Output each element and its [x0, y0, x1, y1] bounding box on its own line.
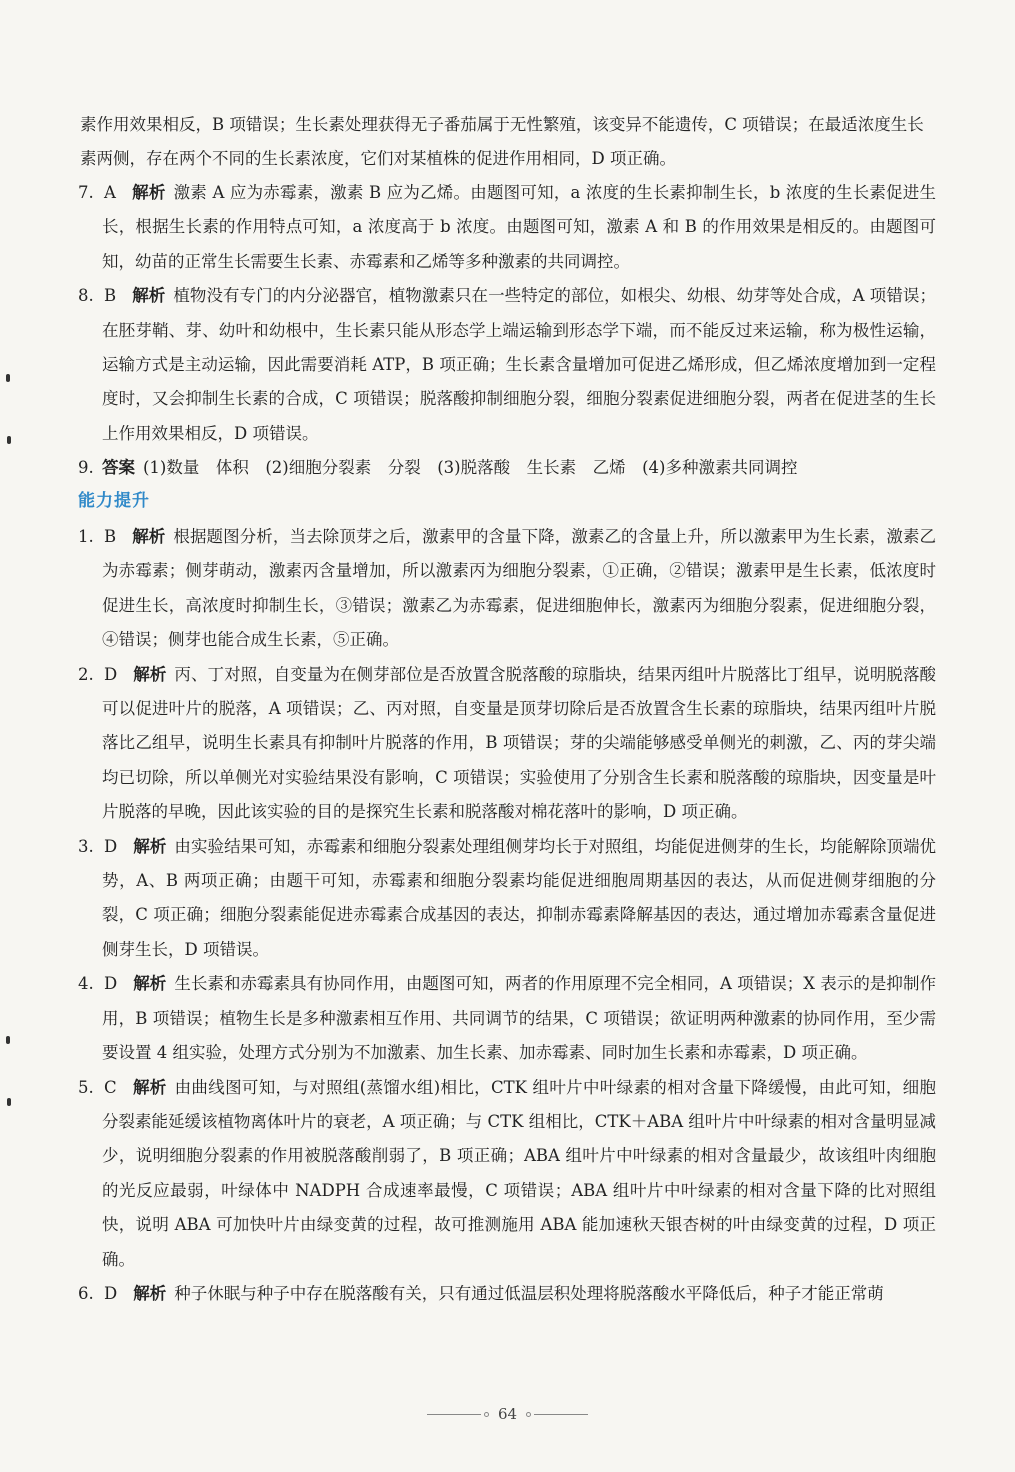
analysis-keyword: 解析	[132, 527, 166, 546]
item-number: 7.	[78, 183, 94, 202]
ability-item-5	[78, 1071, 936, 1277]
analysis-keyword: 解析	[133, 1283, 167, 1303]
footer-rule-left	[427, 1414, 481, 1415]
ability-item-4	[78, 967, 936, 1070]
footer-dot-left	[484, 1412, 489, 1417]
page-number: 64	[497, 1405, 518, 1423]
answer-letter: A	[104, 183, 116, 202]
item-number: 5.	[78, 1077, 94, 1097]
analysis-keyword: 解析	[132, 1077, 167, 1097]
footer-dot-right	[526, 1412, 531, 1417]
footer-rule-right	[534, 1414, 588, 1415]
answer-letter: D	[104, 664, 118, 684]
basic-answer-list	[78, 176, 936, 486]
item-number: 2.	[78, 664, 94, 684]
analysis-keyword: 解析	[131, 183, 166, 202]
answer-item-7	[78, 176, 936, 279]
item-number: 6.	[78, 1283, 94, 1303]
answer-letter: B	[104, 286, 117, 306]
answer-letter: D	[104, 836, 118, 856]
item-number: 4.	[78, 974, 94, 994]
analysis-text: 由曲线图可知，与对照组(蒸馏水组)相比，CTK 组叶片中叶绿素的相对含量下降缓慢，由此可知，细胞分裂素能延缓该植物离体叶片的衰老，A 项正确；与 CTK 组相比，CTK＋ABA 组叶片中叶绿素的相对含量明显减少，说明细胞分裂素的作用被脱落酸削弱了，B 项正确；ABA 组叶片中叶绿素的相对含量最少，故该组叶肉细胞的光反应最弱，叶绿体中 NADPH 合成速率最慢，C 项错误；ABA 组叶片中叶绿素的相对含量下降的比对照组快，说明 ABA 可加快叶片由绿变黄的过程，故可推测施用 ABA 能加速秋天银杏树的叶由绿变黄的过程，D 项正确。	[102, 1077, 937, 1269]
page-footer	[0, 1402, 1015, 1426]
ability-answer-list	[78, 520, 936, 1311]
analysis-text: 植物没有专门的内分泌器官，植物激素只在一些特定的部位，如根尖、幼根、幼芽等处合成，A 项错误；在胚芽鞘、芽、幼叶和幼根中，生长素只能从形态学上端运输到形态学下端，而不能反过来运输，称为极性运输，运输方式是主动运输，因此需要消耗 ATP，B 项正确；生长素含量增加可促进乙烯形成，但乙烯浓度增加到一定程度时，又会抑制生长素的合成，C 项错误；脱落酸抑制细胞分裂，细胞分裂素促进细胞分裂，两者在促进茎的生长上作用效果相反，D 项错误。	[102, 286, 936, 443]
item-number: 3.	[78, 836, 94, 856]
analysis-keyword: 解析	[133, 974, 167, 994]
scan-mark	[6, 1036, 10, 1044]
answer-letter: D	[104, 1283, 118, 1303]
continuation-paragraph	[78, 108, 938, 177]
analysis-keyword: 解析	[133, 664, 167, 684]
answer-letter: B	[104, 527, 117, 546]
item-number: 8.	[78, 286, 94, 306]
answer-letter: C	[104, 1077, 117, 1097]
analysis-text: 种子休眠与种子中存在脱落酸有关，只有通过低温层积处理将脱落酸水平降低后，种子才能正常萌	[174, 1283, 884, 1303]
ability-item-3	[78, 830, 936, 968]
answer-letter: D	[104, 974, 118, 994]
analysis-text: 生长素和赤霉素具有协同作用，由题图可知，两者的作用原理不完全相同，A 项错误；X 表示的是抑制作用，B 项错误；植物生长是多种激素相互作用、共同调节的结果，C 项错误；欲证明两种激素的协同作用，至少需要设置 4 组实验，处理方式分别为不加激素、加生长素、加赤霉素、同时加生长素和赤霉素，D 项正确。	[102, 974, 937, 1063]
answer-item-8	[78, 279, 936, 451]
scan-mark	[7, 436, 11, 444]
answer-item-9	[78, 451, 936, 485]
analysis-text: 根据题图分析，当去除顶芽之后，激素甲的含量下降，激素乙的含量上升，所以激素甲为生长素，激素乙为赤霉素；侧芽萌动，激素丙含量增加，所以激素丙为细胞分裂素，①正确，②错误；激素甲是生长素，低浓度时促进生长，高浓度时抑制生长，③错误；激素乙为赤霉素，促进细胞伸长，激素丙为细胞分裂素，促进细胞分裂，④错误；侧芽也能合成生长素，⑤正确。	[102, 527, 937, 650]
ability-item-2	[78, 658, 936, 830]
analysis-keyword: 解析	[132, 286, 166, 306]
scan-mark	[6, 374, 10, 382]
item-number: 1.	[78, 527, 94, 546]
analysis-text: 丙、丁对照，自变量为在侧芽部位是否放置含脱落酸的琼脂块，结果丙组叶片脱落比丁组早，说明脱落酸可以促进叶片的脱落，A 项错误；乙、丙对照，自变量是顶芽切除后是否放置含生长素的琼脂块，结果丙组叶片脱落比乙组早，说明生长素具有抑制叶片脱落的作用，B 项错误；芽的尖端能够感受单侧光的刺激，乙、丙的芽尖端均已切除，所以单侧光对实验结果没有影响，C 项错误；实验使用了分别含生长素和脱落酸的琼脂块，因变量是叶片脱落的早晚，因此该实验的目的是探究生长素和脱落酸对棉花落叶的影响，D 项正确。	[102, 664, 937, 822]
item-number: 9.	[78, 458, 94, 478]
answer-keyword: 答案	[102, 458, 135, 478]
analysis-keyword: 解析	[133, 836, 167, 856]
section-heading-ability: 能力提升	[78, 491, 150, 511]
ability-item-6	[78, 1277, 936, 1311]
scan-mark	[7, 1098, 11, 1106]
continuation-text: 素作用效果相反，B 项错误；生长素处理获得无子番茄属于无性繁殖，该变异不能遗传，C 项错误；在最适浓度生长素两侧，存在两个不同的生长素浓度，它们对某植株的促进作用相同，D 项正确。	[80, 115, 924, 169]
analysis-text: 由实验结果可知，赤霉素和细胞分裂素处理组侧芽均长于对照组，均能促进侧芽的生长，均能解除顶端优势，A、B 两项正确；由题干可知，赤霉素和细胞分裂素均能促进细胞周期基因的表达，从而促进侧芽细胞的分裂，C 项正确；细胞分裂素能促进赤霉素合成基因的表达，抑制赤霉素降解基因的表达，通过增加赤霉素含量促进侧芽生长，D 项错误。	[102, 836, 937, 959]
ability-item-1	[78, 520, 936, 658]
analysis-text: 激素 A 应为赤霉素，激素 B 应为乙烯。由题图可知，a 浓度的生长素抑制生长，b 浓度的生长素促进生长，根据生长素的作用特点可知，a 浓度高于 b 浓度。由题图可知，激素 A 和 B 的作用效果是相反的。由题图可知，幼苗的正常生长需要生长素、赤霉素和乙烯等多种激素的共同调控。	[102, 183, 936, 271]
answer-text: (1)数量 体积 (2)细胞分裂素 分裂 (3)脱落酸 生长素 乙烯 (4)多种激素共同调控	[143, 458, 798, 478]
